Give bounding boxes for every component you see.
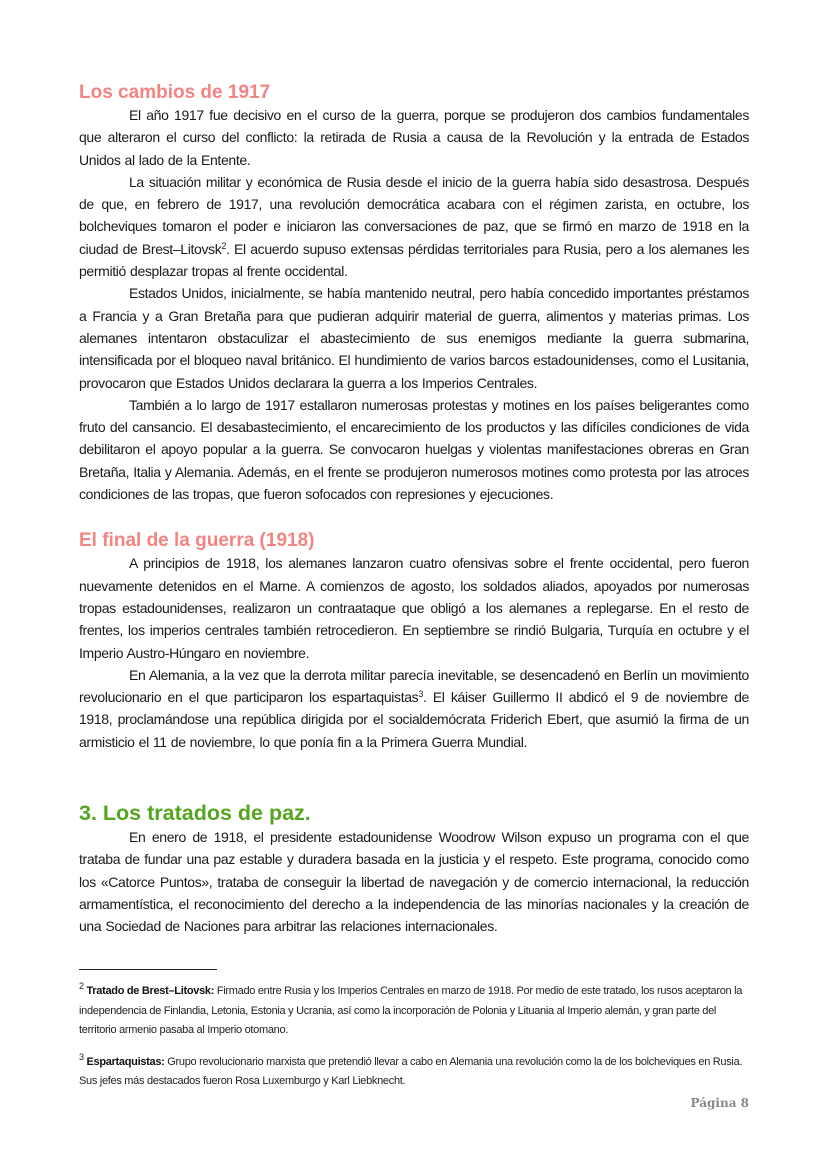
page-number: Página 8 [690, 1096, 749, 1110]
section-heading: Los cambios de 1917 [79, 82, 271, 103]
footnote-text: Firmado entre Rusia y los Imperios Centrales en marzo de 1918. Por medio de este tratado, los rusos aceptaron la independencia de Finlandia, Letonia, Estonia y Ucrania, así como la incorporación de Polonia y Lituania al Imperio alemán, y gran parte del territorio armenio pasaba al Imperio otomano. [79, 985, 743, 1036]
paragraph-text: . El káiser Guillermo II abdicó el 9 de noviembre de 1918, proclamándose una república dirigida por el socialdemócrata Friderich Ebert, que asumió la firma de un armisticio el 11 de noviembre, lo que ponía fin a la Primera Guerra Mundial. [79, 689, 749, 750]
footnote-term: Espartaquistas: [86, 1055, 165, 1068]
paragraph-text: En Alemania, a la vez que la derrota militar parecía inevitable, se desencadenó en Berlín un movimiento revolucionario en el que participaron los espartaquistas [79, 666, 749, 706]
section-final-guerra [79, 530, 749, 753]
footnote-divider [79, 969, 217, 970]
footnote-ref: 2 [221, 240, 227, 251]
paragraph-text: . El acuerdo supuso extensas pérdidas territoriales para Rusia, pero a los alemanes les permitió desplazar tropas al frente occidental. [79, 240, 749, 280]
footnote-number: 2 [79, 981, 84, 991]
footnote-text: Grupo revolucionario marxista que pretendió llevar a cabo en Alemania una revolución como la de los bolcheviques en Rusia. Sus jefes más destacados fueron Rosa Luxemburgo y Karl Liebknecht. [79, 1055, 743, 1087]
paragraph: Estados Unidos, inicialmente, se había mantenido neutral, pero había concedido importantes préstamos a Francia y a Gran Bretaña para que pudieran adquirir material de guerra, alimentos y materias primas. Los alemanes intentaron obstaculizar el abastecimiento de sus enemigos mediante la guerra submarina, intensificada por el bloqueo naval británico. El hundimiento de varios barcos estadounidenses, como el Lusitania, provocaron que Estados Unidos declarara la guerra a los Imperios Centrales. [79, 285, 749, 391]
paragraph: El año 1917 fue decisivo en el curso de la guerra, porque se produjeron dos cambios fundamentales que alteraron el curso del conflicto: la retirada de Rusia a causa de la Revolución y la entrada de Estados Unidos al lado de la Entente. [79, 107, 749, 168]
chapter-heading: 3. Los tratados de paz. [79, 801, 311, 826]
section-heading: El final de la guerra (1918) [79, 530, 315, 552]
paragraph-text: La situación militar y económica de Rusia desde el inicio de la guerra había sido desastrosa. Después de que, en febrero de 1917, una revolución democrática acabara con el régimen zarista, en octubre, los bolcheviques tomaron el poder e iniciaron las conversaciones de paz, que se firmó en marzo de 1918 en la ciudad de Brest–Litovsk [79, 173, 749, 257]
paragraph [79, 664, 749, 753]
paragraph [79, 171, 749, 282]
footnote-number: 3 [79, 1051, 84, 1062]
paragraph: En enero de 1918, el presidente estadounidense Woodrow Wilson expuso un programa con el que trataba de fundar una paz estable y duradera basada en la justicia y el respeto. Este programa, conocido como los «Catorce Puntos», trataba de conseguir la libertad de navegación y de comercio internacional, la reducción armamentística, el reconocimiento del derecho a la independencia de las minorías nacionales y la creación de una Sociedad de Naciones para arbitrar las relaciones internacionales. [79, 829, 749, 935]
footnote-term: Tratado de Brest–Litovsk: [86, 985, 215, 997]
footnote [79, 982, 749, 1041]
footnote-ref: 3 [418, 689, 423, 700]
main-content [79, 82, 749, 938]
section-cambios-1917 [79, 82, 749, 505]
footnotes [79, 982, 749, 1092]
paragraph: También a lo largo de 1917 estallaron numerosas protestas y motines en los países beligerantes como fruto del cansancio. El desabastecimiento, el encarecimiento de los productos y las difíciles condiciones de vida debilitaron el apoyo popular a la guerra. Se convocaron huelgas y violentas manifestaciones obreras en Gran Bretaña, Italia y Alemania. Además, en el frente se produjeron numerosos motines como protesta por las atroces condiciones de las tropas, que fueron sofocados con represiones y ejecuciones. [79, 396, 749, 503]
paragraph: A principios de 1918, los alemanes lanzaron cuatro ofensivas sobre el frente occidental, pero fueron nuevamente detenidos en el Marne. A comienzos de agosto, los soldados aliados, apoyados por numerosas tropas estadounidenses, realizaron un contraataque que obligó a los alemanes a replegarse. En el resto de frentes, los imperios centrales también retrocedieron. En septiembre se rindió Bulgaria, Turquía en octubre y el Imperio Austro-Húngaro en noviembre. [79, 555, 749, 661]
section-tratados-paz [79, 800, 749, 937]
footnote [79, 1053, 749, 1092]
